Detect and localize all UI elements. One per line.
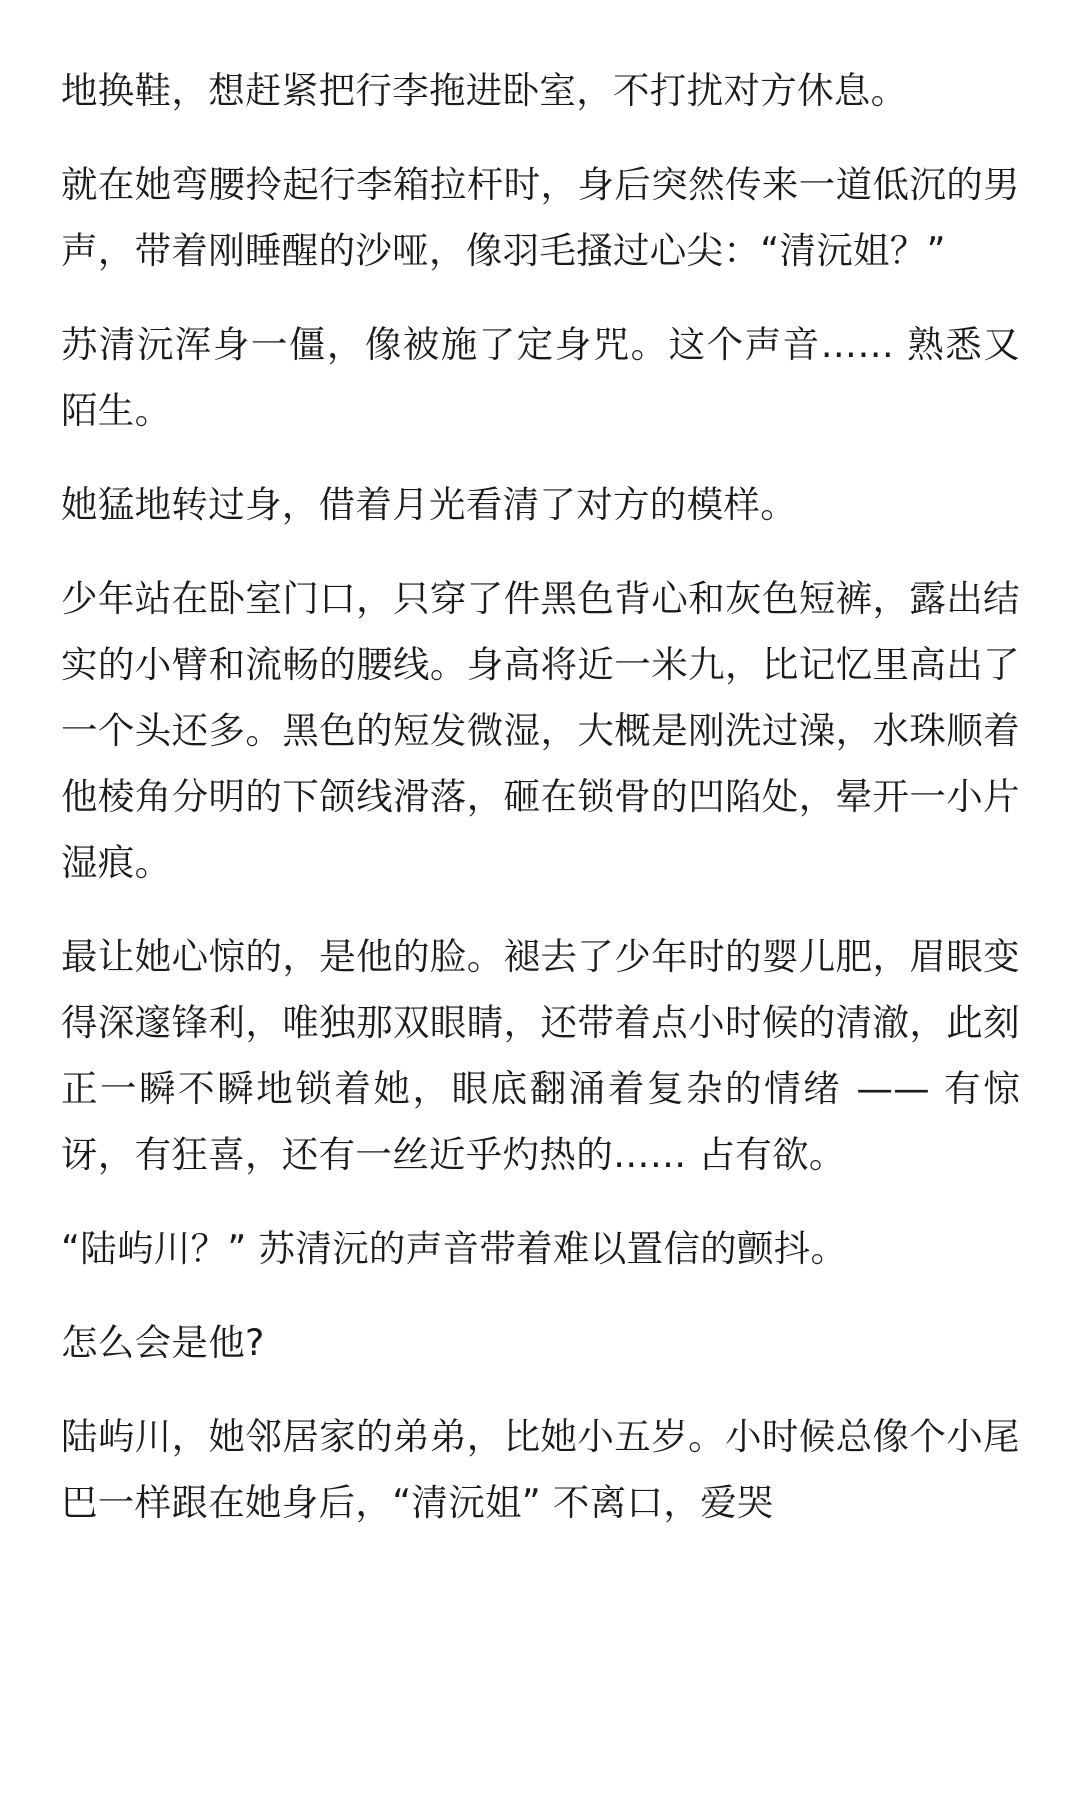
paragraph: 地换鞋，想赶紧把行李拖进卧室，不打扰对方休息。 — [61, 69, 908, 112]
paragraph: 最让她心惊的，是他的脸。褪去了少年时的婴儿肥，眉眼变得深邃锋利，唯独那双眼睛，还带着点小时候的清澈，此刻正一瞬不瞬地锁着她，眼底翻涌着复杂的情绪 —— 有惊讶，有狂喜，还有一丝近乎灼热的…… 占有欲。 — [61, 935, 1020, 1176]
paragraph: 苏清沅浑身一僵，像被施了定身咒。这个声音…… 熟悉又陌生。 — [61, 323, 1020, 432]
paragraph: 少年站在卧室门口，只穿了件黑色背心和灰色短裤，露出结实的小臂和流畅的腰线。身高将近一米九，比记忆里高出了一个头还多。黑色的短发微湿，大概是刚洗过澡，水珠顺着他棱角分明的下颌线滑落，砸在锁骨的凹陷处，晕开一小片湿痕。 — [61, 577, 1020, 884]
paragraph: 她猛地转过身，借着月光看清了对方的模样。 — [61, 483, 797, 526]
paragraph: 怎么会是他? — [61, 1321, 265, 1364]
paragraph: “陆屿川？” 苏清沅的声音带着难以置信的颤抖。 — [61, 1227, 848, 1270]
paragraph: 陆屿川，她邻居家的弟弟，比她小五岁。小时候总像个小尾巴一样跟在她身后，“清沅姐” 不离口，爱哭 — [61, 1415, 1020, 1524]
paragraph: 就在她弯腰拎起行李箱拉杆时，身后突然传来一道低沉的男声，带着刚睡醒的沙哑，像羽毛搔过心尖：“清沅姐？” — [61, 163, 1020, 272]
